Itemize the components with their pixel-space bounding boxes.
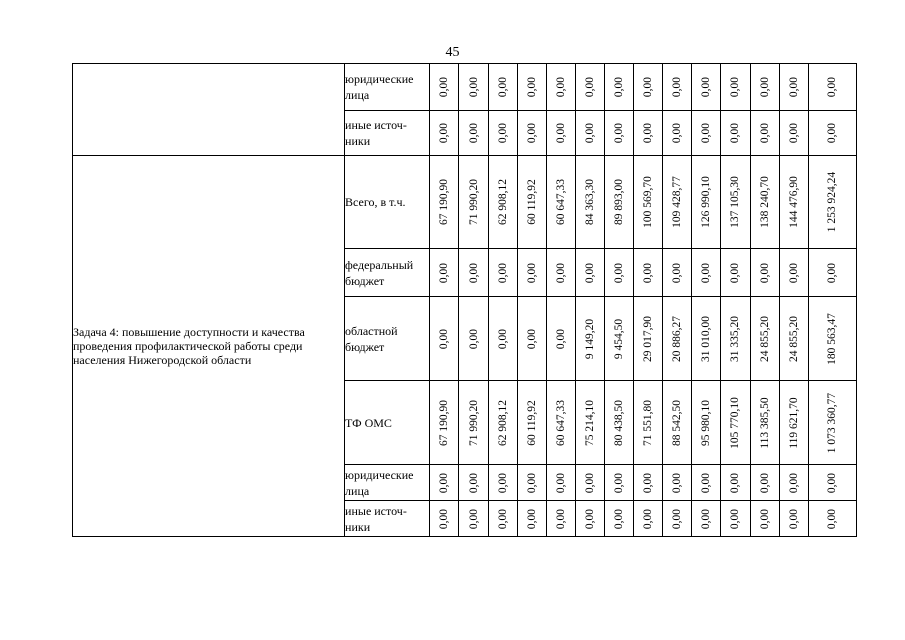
- value-cell: [750, 381, 779, 465]
- value-text: 0,00: [554, 262, 567, 283]
- funding-source-label: ТФ ОМС: [345, 381, 430, 465]
- value-cell: [430, 111, 459, 156]
- value-text: 0,00: [729, 122, 742, 144]
- value-text: 0,00: [554, 472, 567, 493]
- value-cell: [692, 381, 721, 465]
- value-text: 0,00: [671, 76, 684, 98]
- value-text: 0,00: [554, 328, 567, 349]
- value-text: 67 190,90: [438, 399, 451, 446]
- total-value-cell: [808, 64, 856, 111]
- value-cell: [634, 297, 663, 381]
- value-text: 119 621,70: [787, 396, 800, 449]
- value-text: 0,00: [438, 508, 451, 529]
- value-cell: [546, 297, 575, 381]
- value-cell: [779, 297, 808, 381]
- value-text: 0,00: [496, 508, 509, 529]
- value-text: 0,00: [787, 508, 800, 529]
- value-text: 0,00: [438, 262, 451, 283]
- value-cell: [721, 249, 750, 297]
- value-text: 0,00: [554, 508, 567, 529]
- value-text: 95 980,10: [700, 399, 713, 446]
- value-cell: [459, 465, 488, 501]
- value-cell: [430, 64, 459, 111]
- value-text: 0,00: [525, 472, 538, 493]
- value-text: 0,00: [729, 76, 742, 98]
- value-text: 9 454,50: [613, 318, 626, 359]
- value-text: 105 770,10: [729, 396, 742, 449]
- value-cell: [546, 249, 575, 297]
- total-value-cell: [808, 249, 856, 297]
- value-cell: [575, 465, 604, 501]
- value-cell: [663, 249, 692, 297]
- value-cell: [488, 111, 517, 156]
- value-text: 100 569,70: [642, 176, 655, 228]
- value-cell: [779, 249, 808, 297]
- value-text: 0,00: [467, 472, 480, 493]
- value-text: 31 010,00: [700, 315, 713, 362]
- value-cell: [663, 465, 692, 501]
- value-text: 0,00: [729, 508, 742, 529]
- value-cell: [488, 249, 517, 297]
- value-cell: [459, 111, 488, 156]
- value-text: 1 253 924,24: [826, 171, 839, 233]
- value-text: 71 990,20: [467, 399, 480, 446]
- value-text: 67 190,90: [438, 179, 451, 225]
- value-cell: [721, 465, 750, 501]
- value-text: 0,00: [700, 508, 713, 529]
- value-cell: [721, 64, 750, 111]
- value-text: 144 476,90: [787, 176, 800, 228]
- task-title: Задача 4: повышение доступности и качества проведения профилактической работы среди населения Нижегородской области: [73, 156, 345, 537]
- value-text: 0,00: [700, 262, 713, 283]
- value-cell: [634, 111, 663, 156]
- value-cell: [517, 64, 546, 111]
- value-text: 0,00: [700, 122, 713, 144]
- value-text: 71 990,20: [467, 179, 480, 225]
- value-text: 0,00: [438, 472, 451, 493]
- value-cell: [721, 381, 750, 465]
- value-text: 88 542,50: [671, 399, 684, 446]
- value-text: 60 647,33: [554, 179, 567, 225]
- value-text: 0,00: [642, 122, 655, 144]
- value-cell: [459, 64, 488, 111]
- value-cell: [546, 465, 575, 501]
- value-cell: [663, 297, 692, 381]
- value-cell: [692, 297, 721, 381]
- value-text: 0,00: [787, 472, 800, 493]
- total-value-cell: [808, 465, 856, 501]
- value-cell: [692, 501, 721, 537]
- funding-source-label: юридические лица: [345, 465, 430, 501]
- value-text: 0,00: [642, 472, 655, 493]
- funding-source-label: Всего, в т.ч.: [345, 156, 430, 249]
- funding-source-label: юридические лица: [345, 64, 430, 111]
- value-cell: [459, 381, 488, 465]
- value-cell: [634, 156, 663, 249]
- total-value-cell: [808, 111, 856, 156]
- value-text: 0,00: [671, 472, 684, 493]
- value-cell: [605, 501, 634, 537]
- value-text: 0,00: [438, 122, 451, 144]
- value-cell: [663, 501, 692, 537]
- value-cell: [663, 111, 692, 156]
- value-text: 0,00: [671, 122, 684, 144]
- value-cell: [721, 111, 750, 156]
- total-value-cell: [808, 156, 856, 249]
- value-cell: [779, 465, 808, 501]
- value-text: 0,00: [642, 262, 655, 283]
- value-text: 80 438,50: [613, 399, 626, 446]
- value-cell: [488, 297, 517, 381]
- value-text: 0,00: [787, 122, 800, 144]
- value-cell: [692, 465, 721, 501]
- table-row: [73, 156, 857, 249]
- value-text: 0,00: [525, 76, 538, 98]
- value-text: 0,00: [787, 262, 800, 283]
- value-text: 71 551,80: [642, 399, 655, 446]
- value-text: 24 855,20: [758, 315, 771, 362]
- value-text: 0,00: [613, 508, 626, 529]
- value-cell: [692, 249, 721, 297]
- value-cell: [517, 297, 546, 381]
- value-cell: [517, 381, 546, 465]
- value-cell: [605, 465, 634, 501]
- value-text: 0,00: [554, 76, 567, 98]
- value-text: 0,00: [642, 76, 655, 98]
- value-cell: [575, 156, 604, 249]
- value-text: 0,00: [583, 76, 596, 98]
- value-text: 0,00: [496, 328, 509, 349]
- value-text: 0,00: [525, 122, 538, 144]
- value-cell: [692, 111, 721, 156]
- value-cell: [779, 381, 808, 465]
- value-cell: [488, 501, 517, 537]
- value-text: 180 563,47: [826, 312, 839, 365]
- value-text: 0,00: [467, 508, 480, 529]
- value-text: 60 119,92: [525, 179, 538, 225]
- value-cell: [575, 381, 604, 465]
- value-text: 0,00: [787, 76, 800, 98]
- value-text: 0,00: [496, 76, 509, 98]
- value-text: 0,00: [671, 262, 684, 283]
- value-cell: [634, 465, 663, 501]
- value-cell: [663, 64, 692, 111]
- value-cell: [430, 297, 459, 381]
- value-text: 138 240,70: [758, 176, 771, 228]
- value-text: 0,00: [826, 262, 839, 283]
- value-text: 0,00: [496, 122, 509, 144]
- value-text: 75 214,10: [583, 399, 596, 446]
- value-cell: [750, 297, 779, 381]
- value-text: 109 428,77: [671, 176, 684, 228]
- value-text: 0,00: [438, 76, 451, 98]
- value-text: 0,00: [729, 472, 742, 493]
- value-cell: [575, 64, 604, 111]
- page-number: 45: [445, 45, 460, 60]
- value-cell: [721, 501, 750, 537]
- value-cell: [575, 249, 604, 297]
- value-text: 0,00: [826, 76, 839, 98]
- value-cell: [517, 249, 546, 297]
- value-text: 0,00: [758, 262, 771, 283]
- value-cell: [779, 156, 808, 249]
- funding-source-label: иные источ-ники: [345, 501, 430, 537]
- value-cell: [459, 501, 488, 537]
- value-cell: [488, 64, 517, 111]
- value-cell: [779, 111, 808, 156]
- value-text: 0,00: [826, 508, 839, 529]
- value-cell: [546, 381, 575, 465]
- value-cell: [517, 465, 546, 501]
- value-cell: [605, 249, 634, 297]
- value-text: 62 908,12: [496, 179, 509, 225]
- value-text: 0,00: [758, 472, 771, 493]
- value-cell: [430, 501, 459, 537]
- value-cell: [575, 297, 604, 381]
- value-cell: [605, 381, 634, 465]
- budget-table: [72, 63, 857, 537]
- value-cell: [459, 297, 488, 381]
- value-cell: [517, 156, 546, 249]
- value-cell: [430, 381, 459, 465]
- value-cell: [750, 501, 779, 537]
- value-text: 0,00: [583, 122, 596, 144]
- value-cell: [430, 465, 459, 501]
- value-cell: [779, 64, 808, 111]
- value-text: 0,00: [758, 508, 771, 529]
- value-text: 0,00: [729, 262, 742, 283]
- value-cell: [692, 156, 721, 249]
- total-value-cell: [808, 297, 856, 381]
- value-text: 0,00: [554, 122, 567, 144]
- value-cell: [488, 381, 517, 465]
- value-cell: [575, 111, 604, 156]
- value-cell: [721, 297, 750, 381]
- value-text: 24 855,20: [787, 315, 800, 362]
- value-text: 60 119,92: [525, 399, 538, 446]
- task-cell-empty: [73, 64, 345, 156]
- value-text: 0,00: [467, 262, 480, 283]
- value-cell: [575, 501, 604, 537]
- value-cell: [546, 156, 575, 249]
- value-cell: [430, 249, 459, 297]
- value-cell: [488, 465, 517, 501]
- value-text: 0,00: [525, 262, 538, 283]
- value-cell: [721, 156, 750, 249]
- value-text: 0,00: [583, 262, 596, 283]
- value-cell: [634, 64, 663, 111]
- value-text: 0,00: [583, 508, 596, 529]
- value-cell: [430, 156, 459, 249]
- value-cell: [634, 381, 663, 465]
- value-cell: [605, 156, 634, 249]
- value-cell: [517, 111, 546, 156]
- value-text: 0,00: [613, 122, 626, 144]
- value-cell: [517, 501, 546, 537]
- value-cell: [663, 381, 692, 465]
- value-text: 0,00: [583, 472, 596, 493]
- value-cell: [605, 111, 634, 156]
- value-text: 0,00: [700, 76, 713, 98]
- value-text: 0,00: [826, 472, 839, 493]
- value-text: 0,00: [525, 508, 538, 529]
- value-text: 0,00: [438, 328, 451, 349]
- value-text: 0,00: [467, 328, 480, 349]
- value-text: 0,00: [758, 76, 771, 98]
- value-text: 9 149,20: [583, 318, 596, 359]
- value-text: 89 893,00: [613, 179, 626, 225]
- value-text: 0,00: [496, 472, 509, 493]
- value-text: 0,00: [467, 76, 480, 98]
- value-text: 0,00: [613, 472, 626, 493]
- total-value-cell: [808, 381, 856, 465]
- value-text: 62 908,12: [496, 399, 509, 446]
- value-cell: [750, 249, 779, 297]
- value-cell: [779, 501, 808, 537]
- value-text: 0,00: [496, 262, 509, 283]
- funding-source-label: иные источ-ники: [345, 111, 430, 156]
- value-cell: [663, 156, 692, 249]
- value-cell: [459, 249, 488, 297]
- value-cell: [605, 297, 634, 381]
- value-text: 126 990,10: [700, 176, 713, 228]
- value-text: 0,00: [613, 76, 626, 98]
- value-text: 0,00: [525, 328, 538, 349]
- value-text: 0,00: [613, 262, 626, 283]
- total-value-cell: [808, 501, 856, 537]
- value-text: 84 363,30: [583, 179, 596, 225]
- value-text: 0,00: [700, 472, 713, 493]
- value-text: 0,00: [671, 508, 684, 529]
- value-text: 137 105,30: [729, 176, 742, 228]
- value-text: 0,00: [758, 122, 771, 144]
- value-text: 0,00: [826, 122, 839, 144]
- value-text: 1 073 360,77: [826, 392, 839, 453]
- value-text: 31 335,20: [729, 315, 742, 362]
- value-text: 113 385,50: [758, 396, 771, 449]
- funding-source-label: областной бюджет: [345, 297, 430, 381]
- funding-source-label: федеральный бюджет: [345, 249, 430, 297]
- value-text: 0,00: [467, 122, 480, 144]
- value-cell: [634, 249, 663, 297]
- value-cell: [546, 64, 575, 111]
- value-text: 20 886,27: [671, 315, 684, 362]
- value-cell: [750, 465, 779, 501]
- value-cell: [459, 156, 488, 249]
- table-row: [73, 64, 857, 111]
- value-cell: [634, 501, 663, 537]
- value-cell: [546, 111, 575, 156]
- value-text: 29 017,90: [642, 315, 655, 362]
- value-cell: [488, 156, 517, 249]
- value-cell: [605, 64, 634, 111]
- value-cell: [750, 111, 779, 156]
- value-cell: [546, 501, 575, 537]
- value-cell: [750, 156, 779, 249]
- value-text: 0,00: [642, 508, 655, 529]
- value-cell: [750, 64, 779, 111]
- value-cell: [692, 64, 721, 111]
- value-text: 60 647,33: [554, 399, 567, 446]
